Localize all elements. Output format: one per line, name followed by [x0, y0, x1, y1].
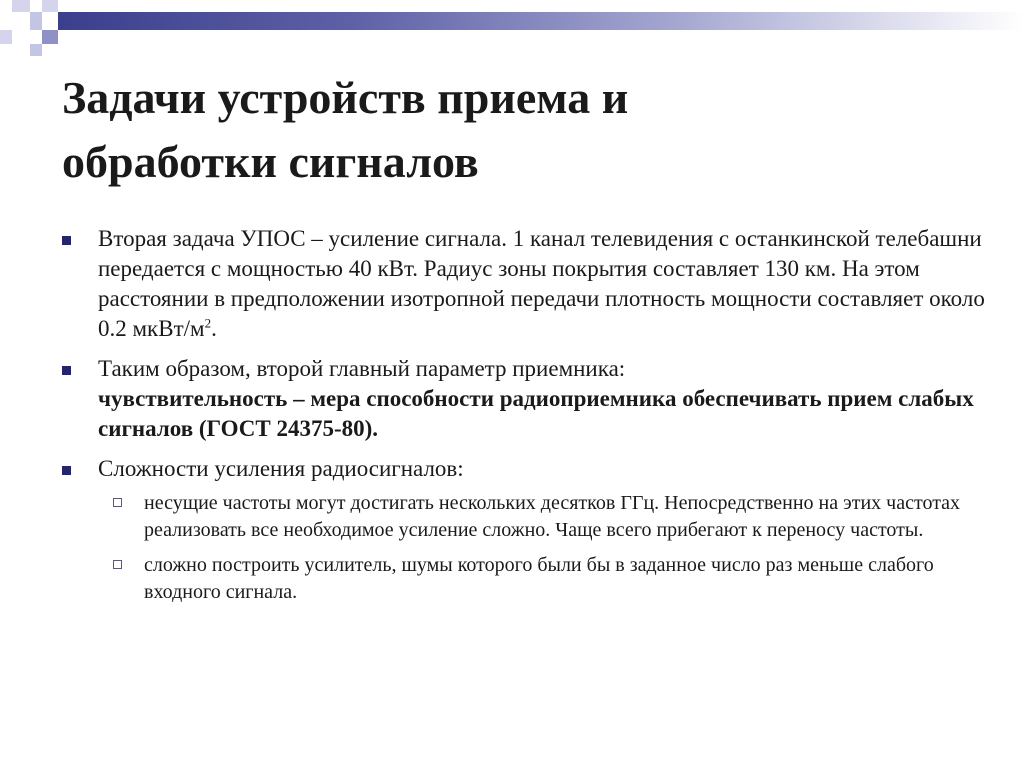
decor-square [0, 30, 12, 44]
superscript: 2 [204, 315, 212, 331]
decor-square [30, 12, 42, 30]
bullet-item [58, 354, 988, 444]
decor-square [42, 30, 58, 44]
header-decoration [0, 0, 1024, 60]
bullet-text: Вторая задача УПОС – усиление сигнала. 1 канал телевидения с останкинской телебашни передается с мощностью 40 кВт. Радиус зоны покрытия составляет 130 км. На этом расстоянии в предположении изотропной передачи плотность мощности составляет около 0.2 мкВт/м [98, 226, 985, 341]
hollow-square-bullet-icon [113, 560, 122, 569]
slide-title [62, 66, 962, 194]
square-bullet-icon [62, 466, 71, 475]
sub-bullet-text: сложно построить усилитель, шумы которого были бы в заданное число раз меньше слабого входного сигнала. [144, 554, 934, 603]
bullet-item [58, 454, 988, 484]
decor-square [30, 44, 42, 56]
title-line-2: обработки сигналов [62, 136, 479, 187]
decor-square [42, 0, 58, 12]
bullet-text-bold: чувствительность – мера способности радиоприемника обеспечивать прием слабых сигналов (ГОСТ 24375-80). [98, 386, 974, 441]
title-line-1: Задачи устройств приема и [62, 72, 629, 123]
hollow-square-bullet-icon [113, 498, 122, 507]
bullet-item [58, 224, 988, 344]
bullet-text: Сложности усиления радиосигналов: [98, 456, 464, 481]
sub-bullet-item [58, 490, 988, 544]
header-gradient-bar [58, 12, 1024, 30]
sub-bullet-item [58, 552, 988, 606]
slide-content [58, 224, 988, 614]
bullet-text: Таким образом, второй главный параметр приемника: [98, 356, 626, 381]
square-bullet-icon [62, 366, 71, 375]
bullet-text-suffix: . [211, 316, 217, 341]
decor-square [12, 0, 30, 12]
sub-bullet-text: несущие частоты могут достигать нескольких десятков ГГц. Непосредственно на этих частотах реализовать все необходимое усиление сложно. Чаще всего прибегают к переносу частоты. [144, 492, 961, 541]
square-bullet-icon [62, 236, 71, 245]
